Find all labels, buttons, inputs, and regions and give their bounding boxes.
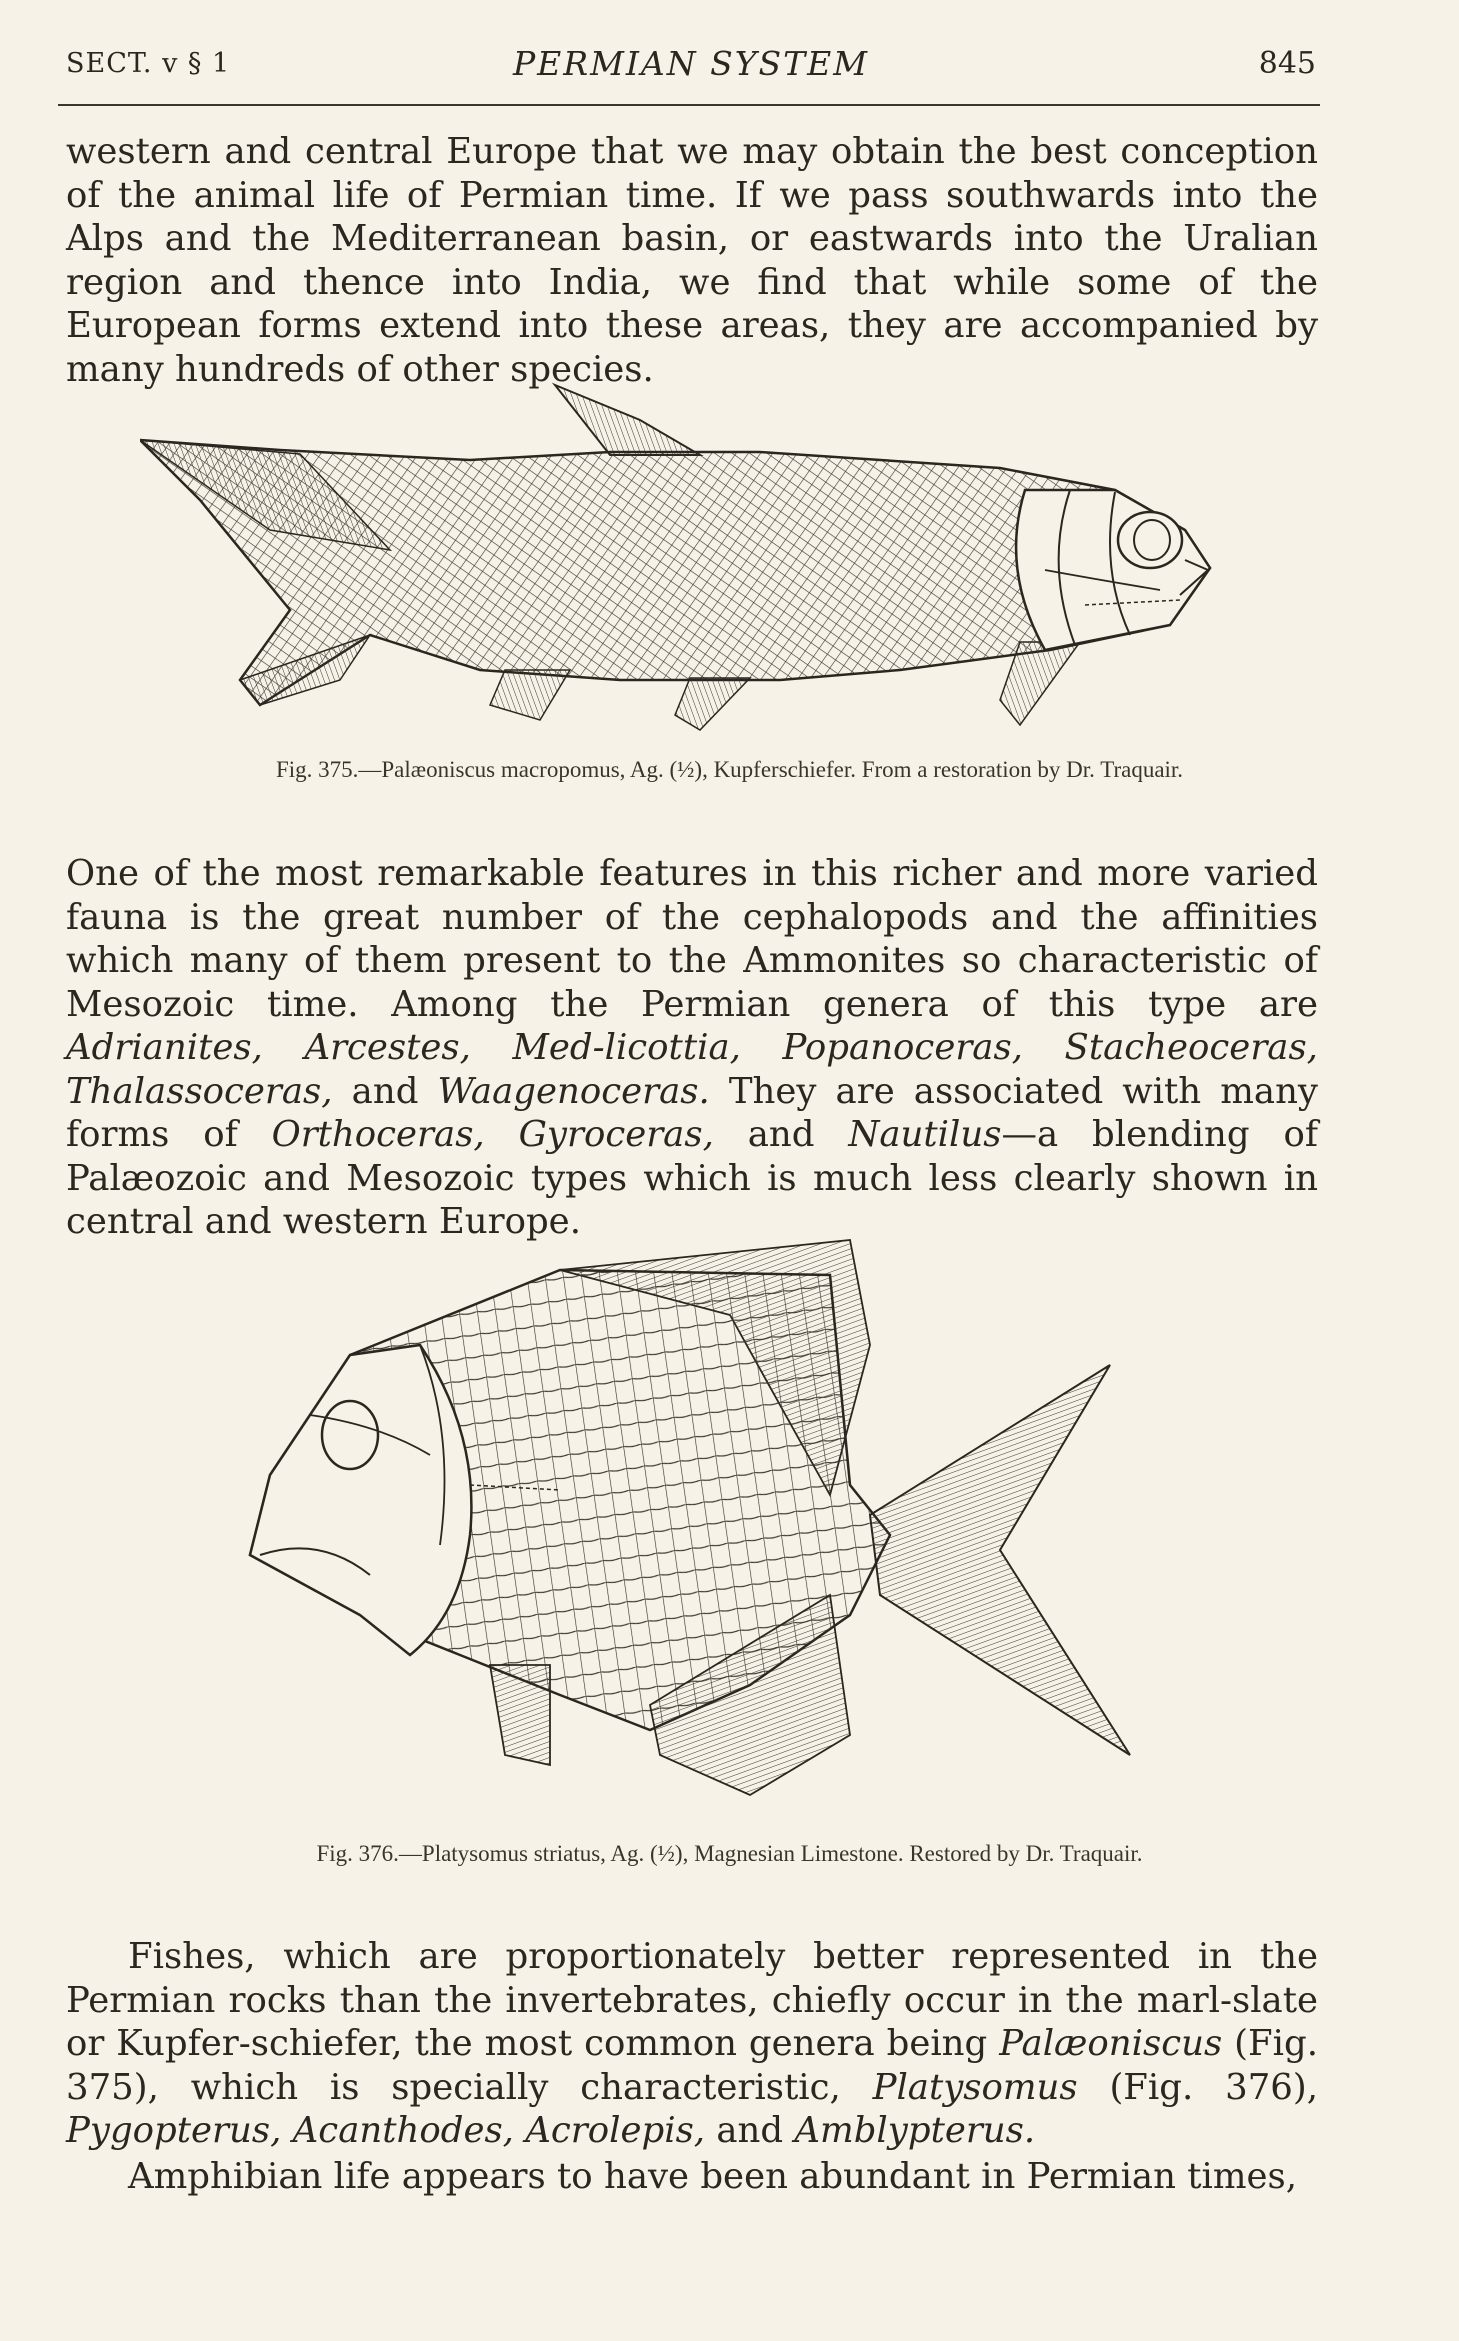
genus-name: Arcestes, (304, 1027, 471, 1068)
text-run: and (705, 2110, 795, 2151)
text-run (514, 2110, 525, 2151)
text-run (485, 1114, 519, 1155)
genus-name: Nautilus (848, 1114, 1002, 1155)
genus-name: Adrianites, (66, 1027, 263, 1068)
text-run (471, 1027, 513, 1068)
genus-name: Acanthodes, (292, 2110, 514, 2151)
text-run (281, 2110, 292, 2151)
genus-name: Platysomus (872, 2066, 1078, 2108)
genus-name: Stacheoceras, (1064, 1027, 1318, 1068)
genus-name: Waagenoceras. (437, 1070, 710, 1112)
text-run (263, 1027, 305, 1068)
figure-375-caption-line2: From a restoration by Dr. Traquair. (861, 757, 1184, 782)
text-run: Fishes, which are proportionately better represented in the Permian rocks than the invertebrates, chiefly occur in the marl-slate or Kupfer-schiefer, the most common genera being (66, 1936, 1318, 2064)
text-run (741, 1027, 783, 1068)
figure-375-caption (0, 752, 1459, 788)
figure-376-caption (0, 1836, 1459, 1872)
header-rule (58, 104, 1320, 106)
text-run: and (713, 1114, 849, 1155)
genus-name: Pygopterus, (66, 2110, 282, 2151)
paragraph-continuation: western and central Europe that we may obtain the best conception of the animal life of Permian time. If we pass southwards into the Alps and the Mediterranean basin, or eastwards into the Uralian region and thence into India, we find that while some of the European forms extend into these areas, they are accompanied by many hundreds of other species. (66, 131, 1318, 390)
text-run (1023, 1027, 1065, 1068)
genus-name: Acrolepis, (525, 2110, 706, 2151)
paragraph-cephalopods (66, 852, 1318, 1244)
running-title: PERMIAN SYSTEM (512, 44, 870, 83)
section-label: SECT. v § 1 (66, 48, 231, 79)
genus-name: Palæoniscus (999, 2023, 1223, 2064)
platysomus-illustration (230, 1235, 1250, 1820)
page-number: 845 (1258, 46, 1316, 81)
paragraph-amphibians: Amphibian life appears to have been abundant in Permian times, (128, 2156, 1298, 2197)
text-run: One of the most remarkable features in this richer and more varied fauna is the great number of the cephalopods and the affinities which many of them present to the Ammonites so characteristic of Mesozoic time. Among the Permian genera of this type are (66, 853, 1318, 1025)
running-header (66, 44, 1316, 90)
text-run: (Fig. 376), (1077, 2066, 1318, 2108)
genus-name: Orthoceras, (271, 1114, 485, 1155)
genus-name: Popanoceras, (782, 1027, 1023, 1068)
figure-375-caption-line1: Fig. 375.—Palæoniscus macropomus, Ag. (½), Kupferschiefer. (275, 757, 856, 782)
genus-name: Amblypterus. (794, 2110, 1036, 2151)
genus-name: Gyroceras, (518, 1114, 714, 1155)
figure-376-caption-line1: Fig. 376.—Platysomus striatus, Ag. (½), Magnesian Limestone. (316, 1841, 904, 1866)
figure-376-caption-line2: Restored by Dr. Traquair. (909, 1841, 1143, 1866)
genus-name: Thalassoceras, (66, 1070, 333, 1112)
palaeoniscus-illustration (140, 380, 1320, 750)
text-run: They are associated with many forms of (66, 1070, 1318, 1155)
paragraph-fishes (66, 1935, 1318, 2153)
text-run: and (332, 1070, 438, 1112)
text-run: —a blending of Palæozoic and Mesozoic types which is much less clearly shown in central and western Europe. (66, 1114, 1318, 1242)
text-run: (Fig. 375), which is specially characteristic, (66, 2023, 1318, 2108)
genus-name: Med-licottia, (512, 1027, 741, 1068)
